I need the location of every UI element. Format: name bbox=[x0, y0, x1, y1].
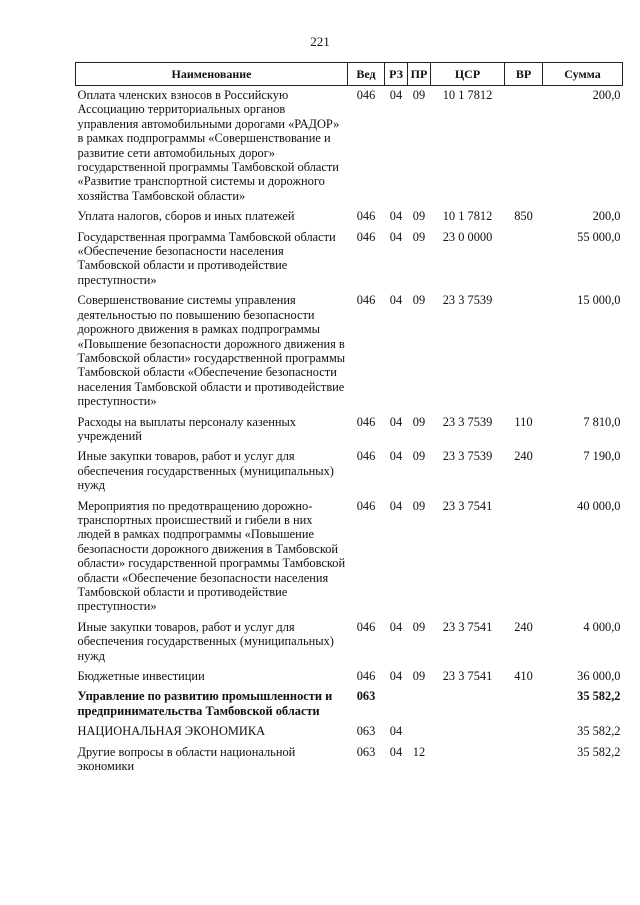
row-ved: 046 bbox=[356, 449, 376, 464]
row-vr bbox=[505, 724, 543, 744]
row-vr bbox=[505, 499, 543, 620]
row-pr: 09 bbox=[412, 669, 426, 684]
row-rz: 04 bbox=[389, 498, 403, 513]
row-name: Оплата членских взносов в Российскую Ассоциацию территориальных органов управления автомобильными дорогами «РАДОР» в рамках подпрограммы «Совершенствование и развитие сети автомобильных дорог» государственной программы Тамбовской области «Развитие транспортной системы и дорожного хозяйства Тамбовской области» bbox=[77, 88, 340, 203]
row-vr bbox=[505, 86, 543, 210]
row-vr: 110 bbox=[514, 414, 533, 429]
row-rz: 04 bbox=[389, 414, 403, 429]
row-pr: 09 bbox=[412, 449, 426, 464]
row-ved: 046 bbox=[356, 293, 376, 308]
header-sum: Сумма bbox=[543, 63, 623, 86]
row-sum: 35 582,2 bbox=[577, 724, 621, 739]
row-pr: 09 bbox=[412, 619, 426, 634]
row-sum: 7 190,0 bbox=[583, 449, 621, 464]
row-vr: 240 bbox=[514, 619, 533, 634]
header-vr: ВР bbox=[505, 63, 543, 86]
row-pr bbox=[408, 724, 431, 744]
budget-table bbox=[75, 62, 623, 779]
row-csr bbox=[431, 689, 505, 724]
table-row bbox=[76, 745, 623, 780]
row-pr bbox=[408, 689, 431, 724]
row-sum: 200,0 bbox=[592, 209, 621, 224]
row-rz: 04 bbox=[389, 229, 403, 244]
row-ved: 063 bbox=[356, 689, 376, 704]
row-rz bbox=[385, 689, 408, 724]
table-header bbox=[76, 63, 623, 86]
row-csr: 23 3 7541 bbox=[442, 498, 493, 513]
row-name: Иные закупки товаров, работ и услуг для обеспечения государственных (муниципальных) нужд bbox=[77, 619, 334, 663]
row-vr: 240 bbox=[514, 449, 533, 464]
header-ved: Вед bbox=[348, 63, 385, 86]
row-pr: 09 bbox=[412, 414, 426, 429]
table-row bbox=[76, 449, 623, 498]
row-csr: 10 1 7812 bbox=[442, 209, 493, 224]
row-rz: 04 bbox=[389, 619, 403, 634]
row-name: Уплата налогов, сборов и иных платежей bbox=[77, 209, 295, 224]
row-sum: 40 000,0 bbox=[577, 498, 621, 513]
row-rz: 04 bbox=[389, 669, 403, 684]
row-csr: 23 3 7539 bbox=[442, 449, 493, 464]
table-row bbox=[76, 415, 623, 450]
table-row bbox=[76, 230, 623, 294]
row-rz: 04 bbox=[389, 209, 403, 224]
row-name: Государственная программа Тамбовской области «Обеспечение безопасности населения Тамбовской области и противодействие преступности» bbox=[77, 229, 336, 287]
row-name: Совершенствование системы управления деятельностью по повышению безопасности дорожного движения в рамках подпрограммы «Повышение безопасности дорожного движения в Тамбовской области» государственной программы Тамбовской области «Обеспечение безопасности населения Тамбовской области и противодействие преступности» bbox=[77, 293, 346, 409]
table-row bbox=[76, 724, 623, 744]
row-pr: 09 bbox=[412, 209, 426, 224]
row-pr: 09 bbox=[412, 88, 426, 102]
row-pr: 12 bbox=[412, 744, 426, 759]
row-sum: 7 810,0 bbox=[583, 414, 621, 429]
row-vr: 850 bbox=[514, 209, 533, 224]
table-body bbox=[76, 86, 623, 780]
row-rz: 04 bbox=[389, 293, 403, 308]
row-name: Мероприятия по предотвращению дорожно-транспортных происшествий и гибели в них людей в рамках подпрограммы «Повышение безопасности дорожного движения в Тамбовской области» государственной программы Тамбовской области «Обеспечение безопасности населения Тамбовской области и противодействие преступности» bbox=[77, 498, 346, 614]
table-row bbox=[76, 293, 623, 414]
row-sum: 200,0 bbox=[592, 88, 621, 102]
table-row bbox=[76, 209, 623, 229]
table-row bbox=[76, 689, 623, 724]
row-pr: 09 bbox=[412, 293, 426, 308]
row-name: Бюджетные инвестиции bbox=[77, 669, 205, 684]
row-vr bbox=[505, 745, 543, 780]
row-rz: 04 bbox=[389, 724, 403, 739]
header-rz: РЗ bbox=[385, 63, 408, 86]
row-ved: 046 bbox=[356, 669, 376, 684]
row-vr: 410 bbox=[514, 669, 533, 684]
row-sum: 35 582,2 bbox=[577, 744, 621, 759]
row-rz: 04 bbox=[389, 88, 403, 102]
row-ved: 046 bbox=[356, 414, 376, 429]
row-vr bbox=[505, 689, 543, 724]
row-csr: 23 3 7539 bbox=[442, 414, 493, 429]
row-ved: 046 bbox=[356, 619, 376, 634]
row-sum: 4 000,0 bbox=[583, 619, 621, 634]
row-csr: 10 1 7812 bbox=[442, 88, 493, 102]
row-ved: 046 bbox=[356, 229, 376, 244]
row-vr bbox=[505, 230, 543, 294]
row-ved: 063 bbox=[356, 724, 376, 739]
table-row bbox=[76, 86, 623, 210]
row-ved: 063 bbox=[356, 744, 376, 759]
row-vr bbox=[505, 293, 543, 414]
row-ved: 046 bbox=[356, 498, 376, 513]
row-sum: 55 000,0 bbox=[577, 229, 621, 244]
row-pr: 09 bbox=[412, 229, 426, 244]
row-csr: 23 3 7541 bbox=[442, 669, 493, 684]
table-row bbox=[76, 669, 623, 689]
row-sum: 35 582,2 bbox=[577, 689, 621, 704]
row-name: Иные закупки товаров, работ и услуг для обеспечения государственных (муниципальных) нужд bbox=[77, 449, 334, 493]
table-row bbox=[76, 499, 623, 620]
row-name: Другие вопросы в области национальной экономики bbox=[77, 744, 296, 774]
table-row bbox=[76, 620, 623, 669]
row-sum: 36 000,0 bbox=[577, 669, 621, 684]
row-csr: 23 3 7541 bbox=[442, 619, 493, 634]
row-csr: 23 0 0000 bbox=[442, 229, 493, 244]
row-name: Управление по развитию промышленности и предпринимательства Тамбовской области bbox=[77, 689, 333, 718]
row-csr bbox=[431, 724, 505, 744]
header-csr: ЦСР bbox=[431, 63, 505, 86]
row-ved: 046 bbox=[356, 209, 376, 224]
header-name: Наименование bbox=[76, 63, 348, 86]
row-ved: 046 bbox=[356, 88, 376, 102]
row-rz: 04 bbox=[389, 449, 403, 464]
row-rz: 04 bbox=[389, 744, 403, 759]
row-csr bbox=[431, 745, 505, 780]
row-name: НАЦИОНАЛЬНАЯ ЭКОНОМИКА bbox=[77, 724, 266, 739]
row-pr: 09 bbox=[412, 498, 426, 513]
row-name: Расходы на выплаты персоналу казенных учреждений bbox=[77, 414, 296, 443]
page-number: 221 bbox=[310, 34, 330, 49]
header-pr: ПР bbox=[408, 63, 431, 86]
row-sum: 15 000,0 bbox=[577, 293, 621, 308]
row-csr: 23 3 7539 bbox=[442, 293, 493, 308]
